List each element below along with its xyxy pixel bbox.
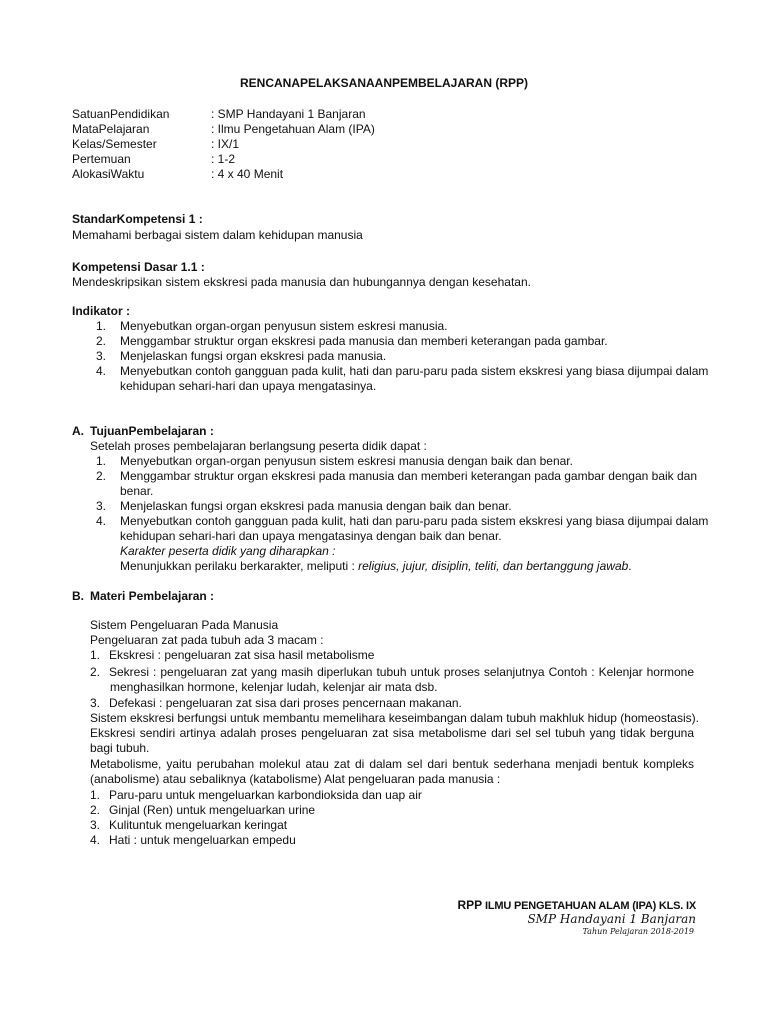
organ-item [90,833,296,848]
info-row-kelas [72,137,712,152]
list-number: 4. [96,514,107,528]
info-row-pertemuan [72,152,712,167]
tujuan-item-continuation: benar. [120,484,154,498]
materi-type-item-continuation: menghasilkan hormone, kelenjar ludah, kelenjar air mata dsb. [110,680,438,694]
info-label: SatuanPendidikan [72,107,170,121]
list-text: Ginjal (Ren) untuk mengeluarkan urine [109,803,316,817]
list-text: Menjelaskan fungsi organ ekskresi pada manusia. [120,349,387,363]
materi-type-item [90,665,694,680]
organ-item [90,803,316,818]
footer-school: SMP Handayani 1 Banjaran [527,912,696,926]
list-number: 1. [90,788,101,802]
info-row-mapel [72,122,712,137]
materi-intro: Pengeluaran zat pada tubuh ada 3 macam : [90,633,324,647]
list-text: Hati : untuk mengeluarkan empedu [109,833,296,847]
list-text: Menyebutkan contoh gangguan pada kulit, hati dan paru-paru pada sistem ekskresi yang biasa dijumpai dalam [120,514,709,528]
list-text: Ekskresi : pengeluaran zat sisa hasil metabolisme [109,648,375,662]
info-label: MataPelajaran [72,122,150,136]
document-title: RENCANAPELAKSANAANPEMBELAJARAN (RPP) [239,76,528,90]
list-number: 3. [96,349,107,363]
info-label: AlokasiWaktu [72,167,145,181]
list-text: Menyebutkan contoh gangguan pada kulit, hati dan paru-paru pada sistem ekskresi yang biasa dijumpai dalam [120,364,709,378]
kompetensi-heading: Kompetensi Dasar 1.1 : [72,260,205,274]
tujuan-item [96,499,512,514]
indikator-heading: Indikator : [72,304,131,318]
info-value: : 1-2 [211,152,236,166]
list-number: 3. [90,696,101,710]
karakter-prefix: Menunjukkan perilaku berkarakter, meliputi : [120,559,359,573]
list-text: Defekasi : pengeluaran zat sisa dari proses pencernaan makanan. [109,696,462,710]
tujuan-item-continuation: kehidupan sehari-hari dan upaya mengatasinya dengan baik dan benar. [120,529,502,543]
list-number: 3. [90,818,101,832]
info-value: : Ilmu Pengetahuan Alam (IPA) [211,122,375,136]
list-number: 3. [96,499,107,513]
organ-item [90,818,288,833]
list-number: 4. [90,833,101,847]
list-number: 2. [96,469,107,483]
list-number: 4. [96,364,107,378]
list-text: Paru-paru untuk mengeluarkan karbondioksida dan uap air [109,788,422,802]
info-label: Pertemuan [72,152,131,166]
tujuan-letter: A. [72,424,84,438]
list-text: Menjelaskan fungsi organ ekskresi pada manusia dengan baik dan benar. [120,499,512,513]
materi-type-item [90,696,462,711]
list-text: Menyebutkan organ-organ penyusun sistem eskresi manusia. [120,319,448,333]
info-row-satuan [72,107,712,122]
karakter-text [120,559,632,574]
tujuan-intro: Setelah proses pembelajaran berlangsung peserta didik dapat : [90,439,427,453]
karakter-suffix: . [628,559,632,573]
materi-paragraph: Ekskresi sendiri artinya adalah proses pengeluaran zat sisa metabolisme dari sel sel tubuh yang tidak berguna bagi tubuh. [90,726,694,755]
list-number: 2. [96,334,107,348]
list-text: Menggambar struktur organ ekskresi pada manusia dan memberi keterangan pada gambar. [120,334,608,348]
list-text: Sekresi : pengeluaran zat yang masih diperlukan tubuh untuk proses selanjutnya Contoh : Kelenjar hormone [109,665,694,679]
list-number: 1. [96,319,107,333]
tujuan-item [96,469,698,484]
footer-rpp: RPP [457,898,483,912]
materi-type-item [90,648,375,663]
indikator-item [96,349,387,364]
indikator-item [96,319,448,334]
indikator-item-continuation: kehidupan sehari-hari dan upaya mengatasinya. [120,379,377,393]
list-number: 2. [90,665,101,679]
info-row-alokasi [72,167,712,182]
materi-paragraph: Metabolisme, yaitu perubahan molekul atau zat di dalam sel dari bentuk sederhana menjadi bentuk kompleks (anabolisme) atau sebaliknya (katabolisme) Alat pengeluaran pada manusia : [90,757,694,786]
footer-year: Tahun Pelajaran 2018-2019 [582,927,694,936]
karakter-values: religius, jujur, disiplin, teliti, dan bertanggung jawab [358,559,629,573]
indikator-item [96,364,709,379]
kompetensi-text: Mendeskripsikan sistem ekskresi pada manusia dan hubungannya dengan kesehatan. [72,275,531,289]
list-text: Kulituntuk mengeluarkan keringat [109,818,288,832]
materi-letter: B. [72,589,84,603]
list-number: 1. [90,648,101,662]
indikator-item [96,334,608,349]
list-text: Menggambar struktur organ ekskresi pada manusia dan memberi keterangan pada gambar dengan baik dan [120,469,698,483]
list-number: 2. [90,803,101,817]
info-value: : SMP Handayani 1 Banjaran [211,107,366,121]
materi-subtitle: Sistem Pengeluaran Pada Manusia [90,618,279,632]
materi-paragraph: Sistem ekskresi berfungsi untuk membantu memelihara keseimbangan dalam tubuh makhluk hidup (homeostasis). [90,711,699,725]
karakter-label: Karakter peserta didik yang diharapkan : [120,544,336,558]
standar-heading: StandarKompetensi 1 : [72,212,203,226]
info-value: : 4 x 40 Menit [211,167,284,181]
info-label: Kelas/Semester [72,137,157,151]
standar-text: Memahami berbagai sistem dalam kehidupan manusia [72,228,363,242]
organ-item [90,788,422,803]
list-number: 1. [96,454,107,468]
tujuan-item [96,454,573,469]
footer-subject-text: ILMU PENGETAHUAN ALAM (IPA) KLS. IX [482,900,696,912]
tujuan-heading: TujuanPembelajaran : [90,424,214,438]
info-value: : IX/1 [211,137,240,151]
tujuan-item [96,514,709,529]
list-text: Menyebutkan organ-organ penyusun sistem eskresi manusia dengan baik dan benar. [120,454,573,468]
materi-heading: Materi Pembelajaran : [90,589,215,603]
